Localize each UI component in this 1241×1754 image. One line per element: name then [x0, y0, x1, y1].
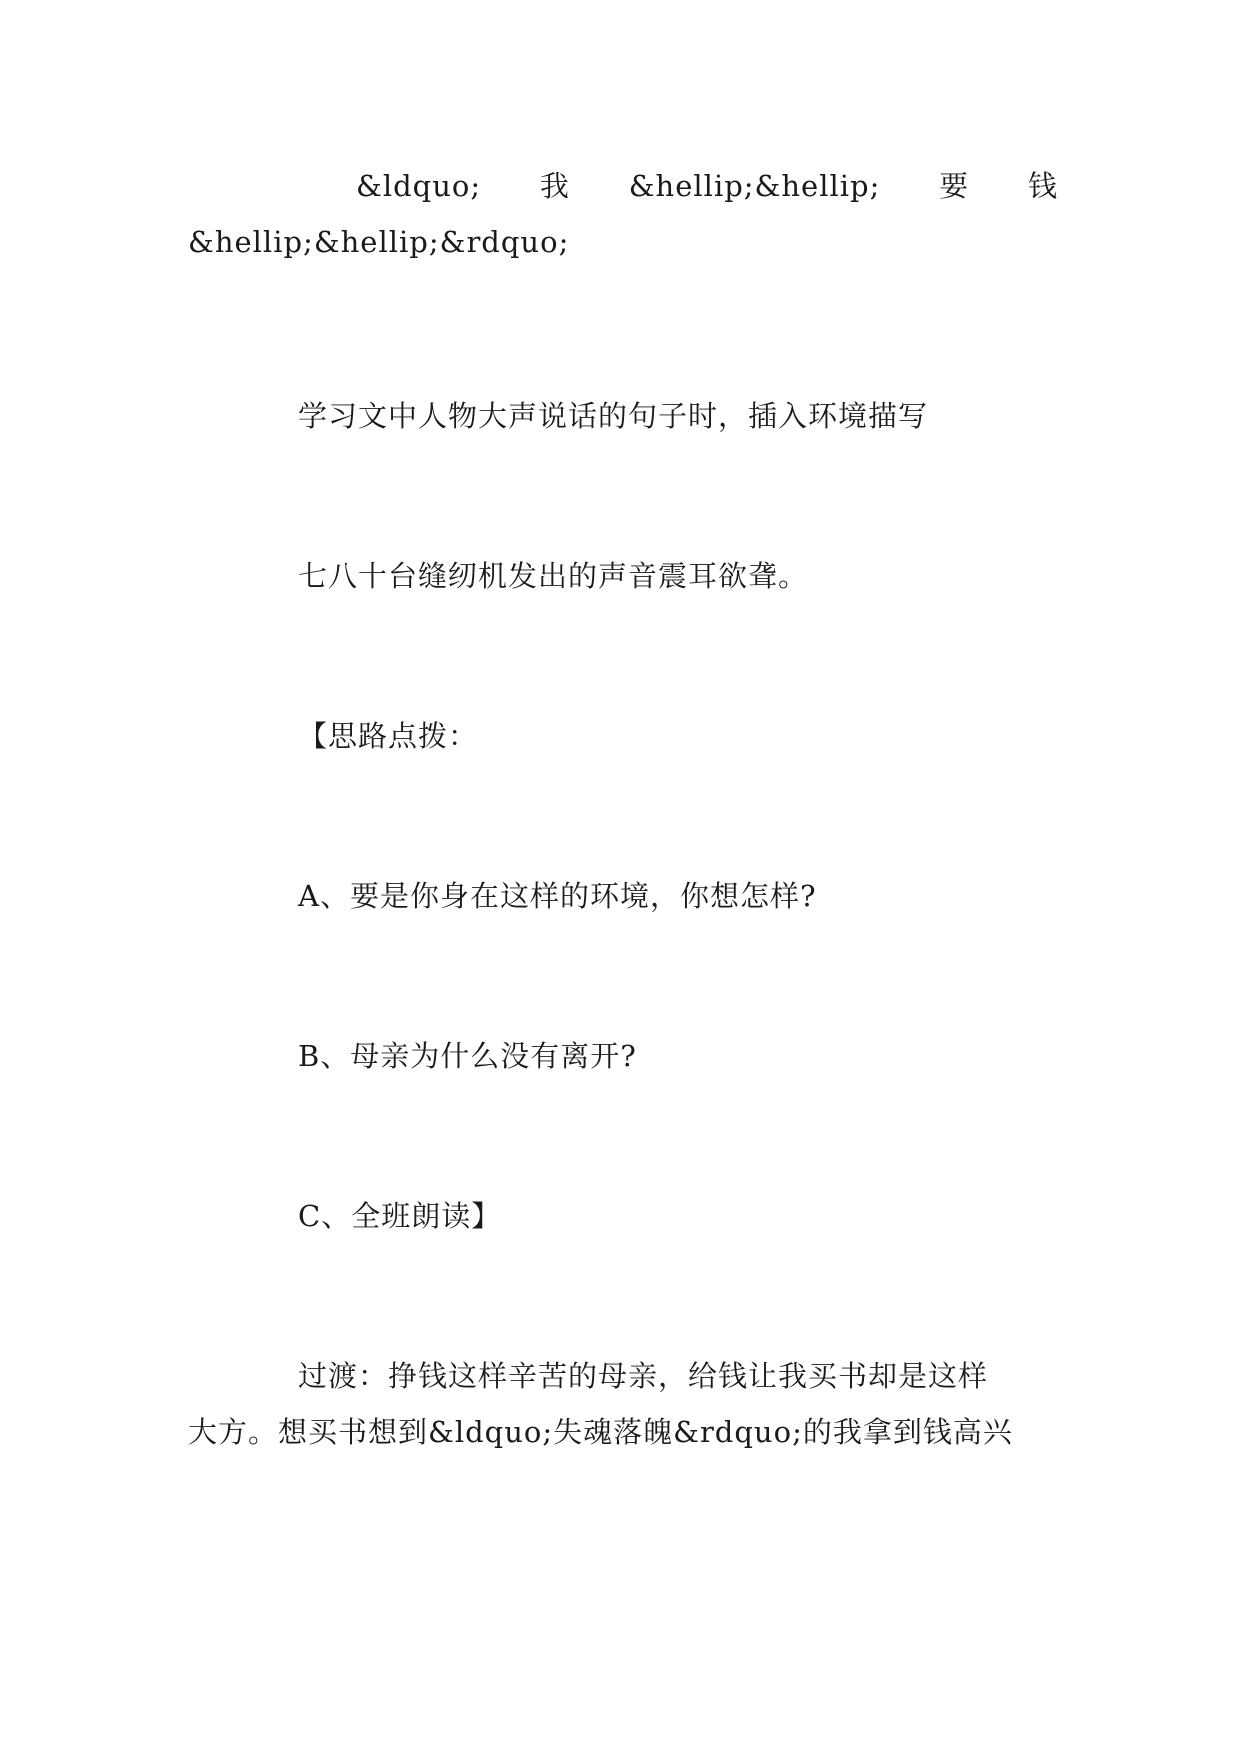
quote-part-3: &hellip;&hellip;	[628, 169, 881, 203]
paragraph-environment: 七八十台缝纫机发出的声音震耳欲聋。	[298, 559, 809, 593]
quote-part-5: 钱	[1027, 169, 1058, 203]
paragraph-quote-line-1	[188, 158, 1058, 214]
paragraph-quote-line-2: &hellip;&hellip;&rdquo;	[188, 225, 570, 259]
quote-part-4: 要	[939, 169, 970, 203]
paragraph-transition-line-1: 过渡：挣钱这样辛苦的母亲，给钱让我买书却是这样	[298, 1359, 989, 1393]
paragraph-question-a: A、要是你身在这样的环境，你想怎样?	[298, 879, 817, 913]
paragraph-question-b: B、母亲为什么没有离开?	[298, 1039, 637, 1073]
paragraph-question-c: C、全班朗读】	[298, 1199, 502, 1233]
paragraph-hint-heading: 【思路点拨：	[298, 719, 479, 753]
paragraph-transition-line-2: 大方。想买书想到&ldquo;失魂落魄&rdquo;的我拿到钱高兴	[188, 1415, 1013, 1449]
paragraph-instruction: 学习文中人物大声说话的句子时，插入环境描写	[298, 399, 929, 433]
quote-part-1: &ldquo;	[356, 169, 482, 203]
quote-part-2: 我	[539, 169, 570, 203]
